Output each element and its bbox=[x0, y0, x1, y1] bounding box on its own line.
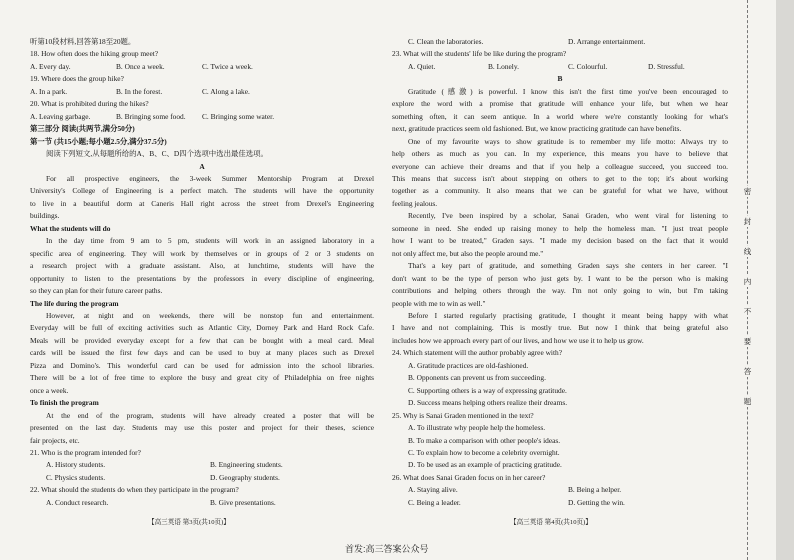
text-line: something often, it can seem antique. In a world where we're constantly looking for what's bbox=[392, 111, 728, 121]
binding-line bbox=[738, 0, 758, 560]
option: A. Conduct research. bbox=[46, 497, 109, 507]
question-25: 25. Why is Sanai Graden mentioned in the text? bbox=[392, 410, 534, 420]
right-column bbox=[392, 36, 728, 509]
binding-char: 内 bbox=[741, 276, 754, 287]
option: A. Leaving garbage. bbox=[30, 111, 91, 121]
text-line: don't want to be the type of person who just gets by. I want to be the person who is making bbox=[392, 273, 728, 283]
option: B. Opponents can prevent us from succeeding. bbox=[408, 373, 546, 383]
option: B. In the forest. bbox=[116, 86, 163, 96]
text-line: buildings. bbox=[30, 211, 60, 221]
binding-char: 线 bbox=[741, 246, 754, 257]
option: A. Every day. bbox=[30, 61, 71, 71]
publisher-note: 首发:高三答案公众号 bbox=[345, 544, 429, 554]
passage-a-paragraph-2 bbox=[30, 235, 374, 297]
option: B. To make a comparison with other people's ideas. bbox=[408, 435, 561, 445]
text-line: to live in a beautiful dorm at Caneris Hall right across the street from Drexel's Engineering bbox=[30, 198, 374, 208]
binding-char: 不 bbox=[741, 306, 754, 317]
binding-char: 题 bbox=[741, 396, 754, 407]
text-line: once a week. bbox=[30, 385, 69, 395]
text-line: fair projects, etc. bbox=[30, 435, 80, 445]
binding-char: 答 bbox=[741, 366, 754, 377]
passage-label-a: A bbox=[199, 161, 205, 171]
passage-a-paragraph-3 bbox=[30, 310, 374, 397]
option: A. Staying alive. bbox=[408, 485, 458, 495]
option: C. Supporting others is a way of expressing gratitude. bbox=[408, 385, 567, 395]
option: C. Clean the laboratories. bbox=[408, 37, 484, 46]
option: D. Arrange entertainment. bbox=[568, 37, 646, 46]
option: B. Lonely. bbox=[488, 61, 519, 71]
text-line: someone in need. She ended up raising money to help the homeless man. "I just treat people bbox=[392, 223, 728, 233]
text-line: presented on the last day. Students may use this poster and project for their theses, science bbox=[30, 423, 374, 433]
options-20 bbox=[30, 111, 374, 123]
option: B. Bringing some food. bbox=[116, 111, 186, 121]
heading-life-during-program: The life during the program bbox=[30, 298, 119, 308]
text-line: At the end of the program, students will have already created a poster that will be bbox=[46, 410, 374, 420]
passage-b-paragraph-4 bbox=[392, 260, 728, 310]
options-22-row-1 bbox=[30, 497, 374, 509]
option: D. Stressful. bbox=[648, 61, 685, 71]
question-24: 24. Which statement will the author probably agree with? bbox=[392, 348, 563, 358]
text-line: contributions and helping others through the way. I'm not only going to win, but I'm taking bbox=[392, 286, 728, 296]
question-18: 18. How often does the hiking group meet? bbox=[30, 49, 159, 59]
binding-char: 封 bbox=[741, 216, 754, 227]
text-line: Before I started regularly practising gratitude, I thought it meant being happy with what bbox=[408, 310, 728, 320]
part-three-heading: 第三部分 阅读(共两节,满分50分) bbox=[30, 124, 135, 134]
option: C. To explain how to become a celebrity overnight. bbox=[408, 447, 560, 457]
binding-char: 密 bbox=[741, 186, 754, 197]
heading-finish-program: To finish the program bbox=[30, 398, 99, 408]
text-line: One of my favourite ways to show gratitude is to remember my life motto: Always try to bbox=[408, 136, 728, 146]
question-19: 19. Where does the group hike? bbox=[30, 74, 124, 84]
option: B. Being a helper. bbox=[568, 485, 622, 495]
page-edge-strip bbox=[776, 0, 794, 560]
passage-b-paragraph-2 bbox=[392, 136, 728, 211]
text-line: so they can plan for their future career paths. bbox=[30, 286, 163, 296]
text-line: That's a key part of gratitude, and something Graden says she centers in her career. "I bbox=[408, 261, 728, 271]
option: B. Engineering students. bbox=[210, 460, 283, 470]
option: D. Success means helping others realize their dreams. bbox=[408, 398, 568, 408]
question-23: 23. What will the students' life be like during the program? bbox=[392, 49, 567, 59]
text-line: people with me to win as well." bbox=[392, 298, 486, 308]
option: D. Geography students. bbox=[210, 472, 280, 482]
listening-instruction: 听第10段材料,回答第18至20题。 bbox=[30, 37, 136, 46]
option: B. Once a week. bbox=[116, 61, 165, 71]
heading-what-students-do: What the students will do bbox=[30, 223, 111, 233]
options-26-row-1 bbox=[392, 484, 728, 496]
text-line: help others as much as you can. In my experience, this means you have to believe that bbox=[392, 149, 728, 159]
question-22: 22. What should the students do when they participate in the program? bbox=[30, 485, 239, 495]
question-21: 21. Who is the program intended for? bbox=[30, 447, 141, 457]
option: A. To illustrate why people help the homeless. bbox=[408, 423, 546, 433]
option: D. To be used as an example of practicing gratitude. bbox=[408, 460, 562, 470]
text-line: next, gratitude practices seem old fashioned. But, we know practicing gratitude can have benefits. bbox=[392, 124, 682, 134]
option: C. Colourful. bbox=[568, 61, 608, 71]
option: D. Getting the win. bbox=[568, 497, 625, 507]
text-line: feeling jealous. bbox=[392, 198, 438, 208]
text-line: This means that success isn't about stepping on others to get to the top; it's about working bbox=[392, 173, 728, 183]
text-line: includes how we approach every part of our lives, and how we use it to help us grow. bbox=[392, 335, 644, 345]
question-20: 20. What is prohibited during the hikes? bbox=[30, 99, 149, 109]
text-line: cards will be issued the first few days and can be used to buy at many places such as Drexel bbox=[30, 348, 374, 358]
text-line: For all prospective engineers, the 3-week Summer Mentorship Program at Drexel bbox=[46, 173, 374, 183]
option: A. Gratitude practices are old-fashioned. bbox=[408, 360, 529, 370]
options-26-row-2 bbox=[392, 497, 728, 509]
option: A. In a park. bbox=[30, 86, 68, 96]
text-line: However, at night and on weekends, there will be nonstop fun and entertainment. bbox=[46, 310, 374, 320]
option: B. Give presentations. bbox=[210, 497, 276, 507]
options-23 bbox=[392, 61, 728, 73]
passage-b-paragraph-3 bbox=[392, 210, 728, 260]
binding-char: 要 bbox=[741, 336, 754, 347]
options-21-row-2 bbox=[30, 472, 374, 484]
text-line: In the day time from 9 am to 5 pm, students will work in an assigned laboratory in a bbox=[46, 236, 374, 246]
passage-b-paragraph-1 bbox=[392, 86, 728, 136]
reading-instruction: 阅读下列短文,从每题所给的A、B、C、D四个选项中选出最佳选项。 bbox=[46, 149, 268, 159]
text-line: University's College of Engineering is a perfect match. The students will have the opportunity bbox=[30, 186, 374, 196]
options-22-row-2 bbox=[392, 36, 728, 48]
text-line: opportunity to listen to the presentations by the professors in every discipline of engineering, bbox=[30, 273, 374, 283]
text-line: Pizza and Domino's. This wonderful card can be used for admission into the school libraries. bbox=[30, 360, 374, 370]
text-line: Gratitude (感激) is powerful. I know this isn't the first time you've been encouraged to bbox=[408, 86, 728, 96]
page-footer-left: 【高三英语 第3页(共10页)】 bbox=[148, 519, 230, 526]
options-19 bbox=[30, 86, 374, 98]
text-line: specific area of engineering. They will work by themselves or in groups of 2 or 3 students on bbox=[30, 248, 374, 258]
option: A. Quiet. bbox=[408, 61, 436, 71]
text-line: everyone can achieve their dreams and that if you help a colleague succeed, you succeed too. bbox=[392, 161, 728, 171]
passage-b-paragraph-5 bbox=[392, 310, 728, 347]
option: C. Bringing some water. bbox=[202, 111, 275, 121]
option: A. History students. bbox=[46, 460, 106, 470]
text-line: I have and not complaining. This is mostly true. But now I think that being grateful also bbox=[392, 323, 728, 333]
text-line: Everyday will be full of exciting activities such as Atlantic City, Dorney Park and Hard Rock Cafe. bbox=[30, 323, 374, 333]
text-line: not only affect me, but also the people around me." bbox=[392, 248, 544, 258]
option: C. Physics students. bbox=[46, 472, 106, 482]
text-line: a research project with a graduate assistant. Also, at lunchtime, students will have the bbox=[30, 261, 374, 271]
text-line: There will be a lot of free time to explore the busy and great city of Philadelphia on free nights bbox=[30, 373, 374, 383]
text-line: how I want to be treated," Graden says. "I made my decision based on the fact that it would bbox=[392, 236, 728, 246]
options-21-row-1 bbox=[30, 459, 374, 471]
option: C. Along a lake. bbox=[202, 86, 250, 96]
options-18 bbox=[30, 61, 374, 73]
option: C. Being a leader. bbox=[408, 497, 461, 507]
left-column bbox=[30, 36, 374, 509]
passage-a-paragraph-1 bbox=[30, 173, 374, 223]
passage-a-paragraph-4 bbox=[30, 410, 374, 447]
option: C. Twice a week. bbox=[202, 61, 253, 71]
text-line: explore the word with a promise that gratitude will enhance your life, but when we hear bbox=[392, 99, 728, 109]
question-26: 26. What does Sanai Graden focus on in her career? bbox=[392, 472, 546, 482]
text-line: together as a community. It also means that we can be grateful for what we have, without bbox=[392, 186, 728, 196]
passage-label-b: B bbox=[557, 74, 563, 84]
page-footer-right: 【高三英语 第4页(共10页)】 bbox=[510, 519, 592, 526]
section-one-heading: 第一节 (共15小题;每小题2.5分,满分37.5分) bbox=[30, 136, 167, 146]
text-line: Recently, I've been inspired by a scholar, Sanai Graden, who went viral for listening to bbox=[408, 211, 728, 221]
text-line: Meals will be provided everyday except for a few that can be bought with a meal card. Meal bbox=[30, 335, 374, 345]
